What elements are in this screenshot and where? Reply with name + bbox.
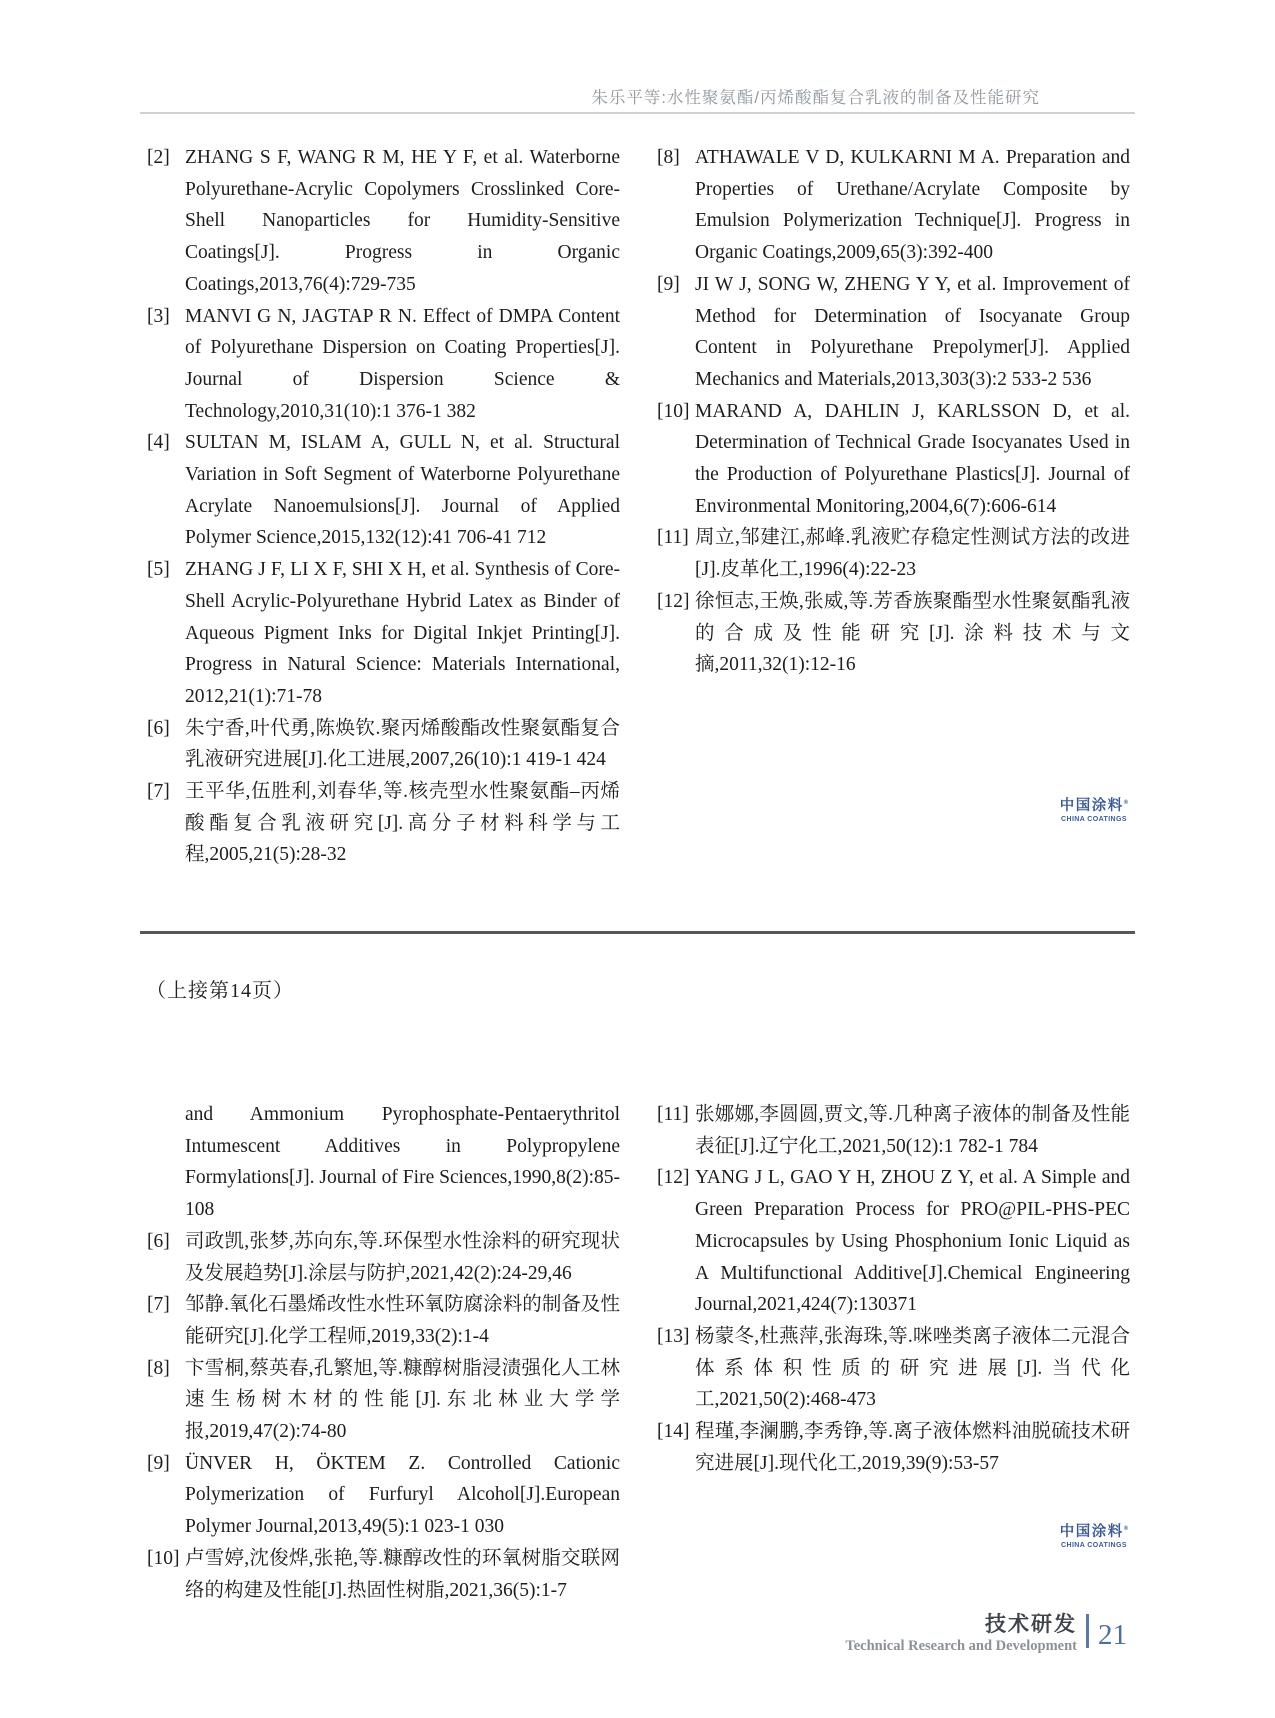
footer-section-labels xyxy=(845,1612,1077,1655)
reference-number: [11] xyxy=(657,527,689,549)
reference-number: [12] xyxy=(657,590,690,612)
china-coatings-logo xyxy=(1058,798,1130,824)
china-coatings-logo xyxy=(1058,1524,1130,1550)
reference-number: [5] xyxy=(147,559,170,581)
reference-text: YANG J L, GAO Y H, ZHOU Z Y, et al. A Simple and Green Preparation Process for PRO@PIL-PHS-PEC Microcapsules by Using Phosphonium Ionic Liquid as A Multifunctional Additive[J].Chemical Engineering Journal,2021,424(7):130371 xyxy=(695,1167,1130,1316)
reference-number: [6] xyxy=(147,717,170,739)
reference-item xyxy=(146,554,620,713)
reference-item xyxy=(146,301,620,428)
reference-number: [9] xyxy=(147,1452,170,1474)
reference-number: [12] xyxy=(657,1167,690,1189)
reference-item xyxy=(656,1162,1130,1321)
reference-text: 朱宁香,叶代勇,陈焕钦.聚丙烯酸酯改性聚氨酯复合乳液研究进展[J].化工进展,2007,26(10):1 419-1 424 xyxy=(185,717,620,771)
reference-number: [4] xyxy=(147,432,170,454)
reference-number: [9] xyxy=(657,273,680,295)
reference-item xyxy=(656,586,1130,681)
reference-item xyxy=(146,427,620,554)
reference-text: 张娜娜,李圆圆,贾文,等.几种离子液体的制备及性能表征[J].辽宁化工,2021,50(12):1 782-1 784 xyxy=(695,1104,1130,1157)
references-bottom-right-column xyxy=(656,1099,1130,1479)
reference-number: [11] xyxy=(657,1104,689,1125)
reference-number: [10] xyxy=(657,400,690,422)
logo-cn-text: 中国涂料® xyxy=(1059,1524,1129,1540)
logo-en-text: CHINA COATINGS xyxy=(1061,1541,1127,1549)
reference-item xyxy=(146,1448,620,1543)
reference-item xyxy=(656,142,1130,269)
reference-item xyxy=(146,1289,620,1352)
references-top-right-column xyxy=(656,142,1130,681)
logo-registered-mark: ® xyxy=(1123,1526,1129,1533)
reference-number: [10] xyxy=(147,1547,180,1569)
reference-item xyxy=(656,522,1130,585)
reference-item xyxy=(146,1543,620,1606)
reference-text: 卞雪桐,蔡英春,孔繁旭,等.糠醇树脂浸渍强化人工林速生杨树木材的性能[J].东北林业大学学报,2019,47(2):74-80 xyxy=(185,1357,620,1443)
reference-text: ATHAWALE V D, KULKARNI M A. Preparation and Properties of Urethane/Acrylate Composite by Emulsion Polymerization Technique[J]. Progress in Organic Coatings,2009,65(3):392-400 xyxy=(695,147,1130,264)
reference-text: MANVI G N, JAGTAP R N. Effect of DMPA Content of Polyurethane Dispersion on Coating Properties[J]. Journal of Dispersion Science & Technology,2010,31(10):1 376-1 382 xyxy=(185,305,620,422)
reference-item xyxy=(146,776,620,871)
reference-item xyxy=(656,396,1130,523)
reference-text: 邹静.氧化石墨烯改性水性环氧防腐涂料的制备及性能研究[J].化学工程师,2019,33(2):1-4 xyxy=(185,1294,620,1347)
reference-number: [6] xyxy=(147,1230,170,1252)
footer-divider-bar xyxy=(1086,1614,1089,1648)
reference-text: ZHANG S F, WANG R M, HE Y F, et al. Waterborne Polyurethane-Acrylic Copolymers Crosslinked Core-Shell Nanoparticles for Humidity-Sensitive Coatings[J]. Progress in Organic Coatings,2013,76(4):729-735 xyxy=(185,147,620,295)
references-bottom-left-column xyxy=(146,1099,620,1606)
reference-text: ÜNVER H, ÖKTEM Z. Controlled Cationic Polymerization of Furfuryl Alcohol[J].European Polymer Journal,2013,49(5):1 023-1 030 xyxy=(185,1452,620,1538)
logo-registered-mark: ® xyxy=(1123,800,1129,807)
logo-cn-text: 中国涂料® xyxy=(1059,798,1129,814)
reference-text: and Ammonium Pyrophosphate-Pentaerythritol Intumescent Additives in Polypropylene Formylations[J]. Journal of Fire Sciences,1990,8(2):85-108 xyxy=(185,1104,620,1221)
reference-number: [14] xyxy=(657,1421,690,1443)
reference-number: [7] xyxy=(147,781,170,803)
reference-text: MARAND A, DAHLIN J, KARLSSON D, et al. Determination of Technical Grade Isocyanates Used in the Production of Polyurethane Plastics[J]. Journal of Environmental Monitoring,2004,6(7):606-614 xyxy=(695,400,1130,517)
reference-item xyxy=(656,1321,1130,1416)
header-divider-line xyxy=(140,112,1135,114)
reference-item xyxy=(146,1099,620,1226)
footer-section-label-cn: 技术研发 xyxy=(985,1613,1077,1636)
section-divider-line xyxy=(140,931,1135,934)
reference-item xyxy=(656,269,1130,396)
reference-text: ZHANG J F, LI X F, SHI X H, et al. Synthesis of Core-Shell Acrylic-Polyurethane Hybrid Latex as Binder of Aqueous Pigment Inks for Digital Inkjet Printing[J]. Progress in Natural Science: Materials International, 2012,21(1):71-78 xyxy=(185,559,620,707)
reference-number: [3] xyxy=(147,305,170,327)
reference-item xyxy=(146,142,620,301)
reference-text: 程瑾,李澜鹏,李秀铮,等.离子液体燃料油脱硫技术研究进展[J].现代化工,2019,39(9):53-57 xyxy=(695,1421,1130,1474)
logo-en-text: CHINA COATINGS xyxy=(1061,815,1127,823)
reference-number: [8] xyxy=(147,1357,170,1379)
reference-item xyxy=(656,1099,1130,1162)
reference-text: 周立,邹建江,郝峰.乳液贮存稳定性测试方法的改进[J].皮革化工,1996(4):22-23 xyxy=(695,527,1130,581)
continuation-note: （上接第14页） xyxy=(146,980,294,1002)
reference-number: [7] xyxy=(147,1294,170,1316)
footer-section-label-en: Technical Research and Development xyxy=(845,1638,1077,1654)
reference-item xyxy=(146,1353,620,1448)
page-footer xyxy=(845,1612,1127,1655)
reference-text: 徐恒志,王焕,张威,等.芳香族聚酯型水性聚氨酯乳液的合成及性能研究[J].涂料技术与文摘,2011,32(1):12-16 xyxy=(695,590,1130,676)
reference-number: [2] xyxy=(147,147,170,168)
references-top-left-column xyxy=(146,142,620,871)
reference-text: 杨蒙冬,杜燕萍,张海珠,等.咪唑类离子液体二元混合体系体积性质的研究进展[J].当代化工,2021,50(2):468-473 xyxy=(695,1325,1130,1411)
reference-number: [8] xyxy=(657,147,680,168)
reference-item xyxy=(146,713,620,776)
reference-text: 司政凯,张梦,苏向东,等.环保型水性涂料的研究现状及发展趋势[J].涂层与防护,2021,42(2):24-29,46 xyxy=(185,1230,620,1284)
reference-item xyxy=(656,1416,1130,1479)
page-number: 21 xyxy=(1098,1619,1127,1651)
reference-text: 王平华,伍胜利,刘春华,等.核壳型水性聚氨酯–丙烯酸酯复合乳液研究[J].高分子材料科学与工程,2005,21(5):28-32 xyxy=(185,781,620,866)
running-title: 朱乐平等:水性聚氨酯/丙烯酸酯复合乳液的制备及性能研究 xyxy=(591,89,1040,107)
reference-item xyxy=(146,1226,620,1289)
reference-text: JI W J, SONG W, ZHENG Y Y, et al. Improvement of Method for Determination of Isocyanate Group Content in Polyurethane Prepolymer[J]. Applied Mechanics and Materials,2013,303(3):2 533-2 536 xyxy=(695,273,1130,390)
reference-number: [13] xyxy=(657,1325,690,1347)
reference-text: SULTAN M, ISLAM A, GULL N, et al. Structural Variation in Soft Segment of Waterborne Polyurethane Acrylate Nanoemulsions[J]. Journal of Applied Polymer Science,2015,132(12):41 706-41 712 xyxy=(185,432,620,549)
reference-text: 卢雪婷,沈俊烨,张艳,等.糠醇改性的环氧树脂交联网络的构建及性能[J].热固性树脂,2021,36(5):1-7 xyxy=(185,1547,620,1601)
